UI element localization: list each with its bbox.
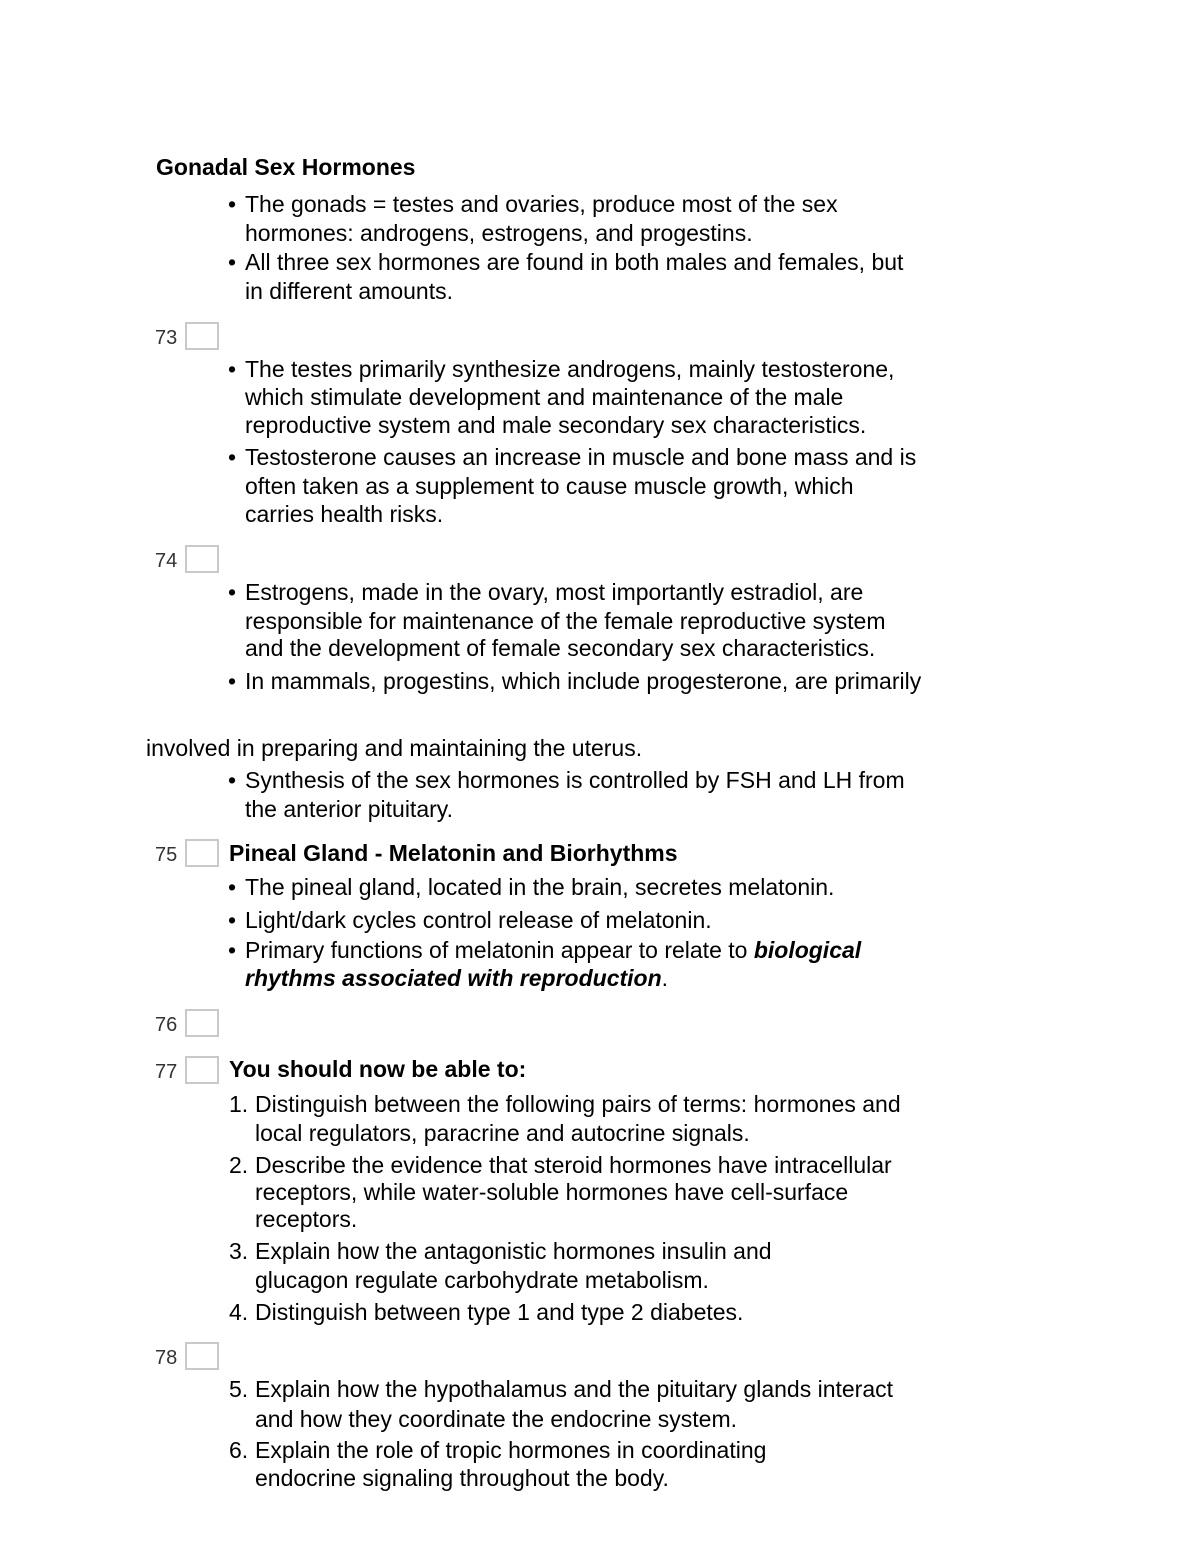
slide-thumbnail-73[interactable] [185,322,219,350]
bullet-continuation: often taken as a supplement to cause muscle growth, which [245,473,854,499]
paragraph-continuation: involved in preparing and maintaining the uterus. [146,735,643,761]
numbered-continuation: local regulators, paracrine and autocrine signals. [255,1120,750,1146]
bullet-item: • All three sex hormones are found in both males and females, but [228,249,904,275]
bullet-item: • The gonads = testes and ovaries, produce most of the sex [228,191,838,217]
bullet-item: • The pineal gland, located in the brain, secretes melatonin. [228,874,835,900]
emphasis-text: biological [753,937,862,963]
bullet-continuation: rhythms associated with reproduction. [245,965,669,991]
bullet-item: • Testosterone causes an increase in muscle and bone mass and is [228,444,917,470]
section-title-pineal: Pineal Gland - Melatonin and Biorhythms [229,840,678,866]
slide-number-77: 77 [155,1061,178,1083]
slide-number-73: 73 [155,327,178,349]
bullet-continuation: carries health risks. [245,501,444,527]
numbered-item: 6. Explain the role of tropic hormones in coordinating [229,1437,767,1463]
bullet-item: • The testes primarily synthesize androgens, mainly testosterone, [228,356,895,382]
numbered-item: 2. Describe the evidence that steroid hormones have intracellular [229,1152,892,1178]
slide-thumbnail-76[interactable] [185,1009,219,1037]
slide-thumbnail-74[interactable] [185,545,219,573]
section-title-objectives: You should now be able to: [229,1056,527,1082]
numbered-item: 1. Distinguish between the following pairs of terms: hormones and [229,1091,901,1117]
bullet-item: • Synthesis of the sex hormones is controlled by FSH and LH from [228,767,905,793]
bullet-item: • Primary functions of melatonin appear to relate to biological [228,937,862,963]
numbered-continuation: and how they coordinate the endocrine system. [255,1406,738,1432]
slide-number-76: 76 [155,1014,178,1036]
numbered-item: 5. Explain how the hypothalamus and the pituitary glands interact [229,1376,894,1402]
slide-number-78: 78 [155,1347,178,1369]
bullet-continuation: the anterior pituitary. [245,796,453,822]
slide-number-75: 75 [155,844,178,866]
slide-thumbnail-78[interactable] [185,1342,219,1370]
numbered-continuation: receptors, while water-soluble hormones have cell-surface [255,1179,849,1205]
slide-thumbnail-77[interactable] [185,1056,219,1084]
slide-number-74: 74 [155,550,178,572]
numbered-continuation: glucagon regulate carbohydrate metabolism. [255,1267,709,1293]
bullet-item: • Estrogens, made in the ovary, most importantly estradiol, are [228,579,864,605]
bullet-continuation: and the development of female secondary sex characteristics. [245,635,876,661]
bullet-continuation: in different amounts. [245,278,453,304]
bullet-continuation: reproductive system and male secondary sex characteristics. [245,412,867,438]
numbered-continuation: endocrine signaling throughout the body. [255,1465,669,1491]
numbered-item: 4. Distinguish between type 1 and type 2 diabetes. [229,1299,744,1325]
slide-thumbnail-75[interactable] [185,839,219,867]
bullet-item: • In mammals, progestins, which include progesterone, are primarily [228,668,922,694]
bullet-continuation: responsible for maintenance of the female reproductive system [245,608,886,634]
bullet-item: • Light/dark cycles control release of melatonin. [228,907,712,933]
emphasis-text: rhythms associated with reproduction [245,965,662,991]
numbered-continuation: receptors. [255,1206,358,1232]
section-title-gonadal: Gonadal Sex Hormones [156,154,416,180]
bullet-continuation: hormones: androgens, estrogens, and progestins. [245,220,753,246]
numbered-item: 3. Explain how the antagonistic hormones insulin and [229,1238,772,1264]
bullet-continuation: which stimulate development and maintenance of the male [245,384,844,410]
